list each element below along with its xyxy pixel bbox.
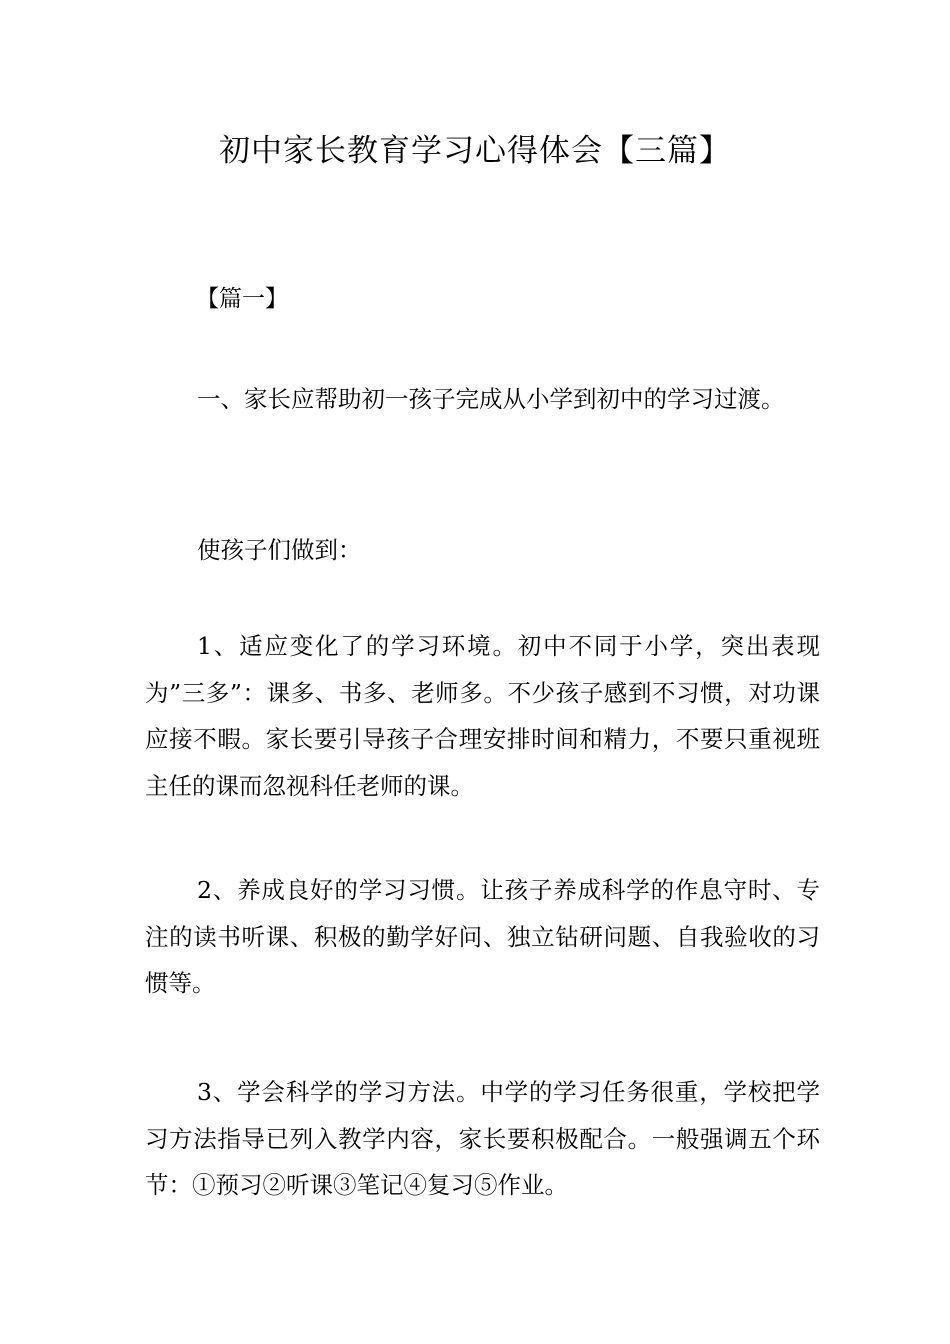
document-title: 初中家长教育学习心得体会【三篇】 [219,133,731,169]
paragraph-point-3: 3、学会科学的学习方法。中学的学习任务很重，学校把学习方法指导已列入教学内容，家长要积极配合。一般强调五个环节：①预习②听课③笔记④复习⑤作业。 [145,1078,820,1199]
paragraph-transition: 一、家长应帮助初一孩子完成从小学到初中的学习过渡。 [197,385,785,413]
paragraph-point-1: 1、适应变化了的学习环境。初中不同于小学，突出表现为”三多”：课多、书多、老师多。不少孩子感到不习惯，对功课应接不暇。家长要引导孩子合理安排时间和精力，不要只重视班主任的课而忽视科任老师的课。 [145,632,820,800]
paragraph-point-2: 2、养成良好的学习习惯。让孩子养成科学的作息守时、专注的读书听课、积极的勤学好问、独立钻研问题、自我验收的习惯等。 [145,876,820,997]
paragraph-intro: 使孩子们做到： [197,536,362,564]
section-heading: 【篇一】 [196,286,288,312]
